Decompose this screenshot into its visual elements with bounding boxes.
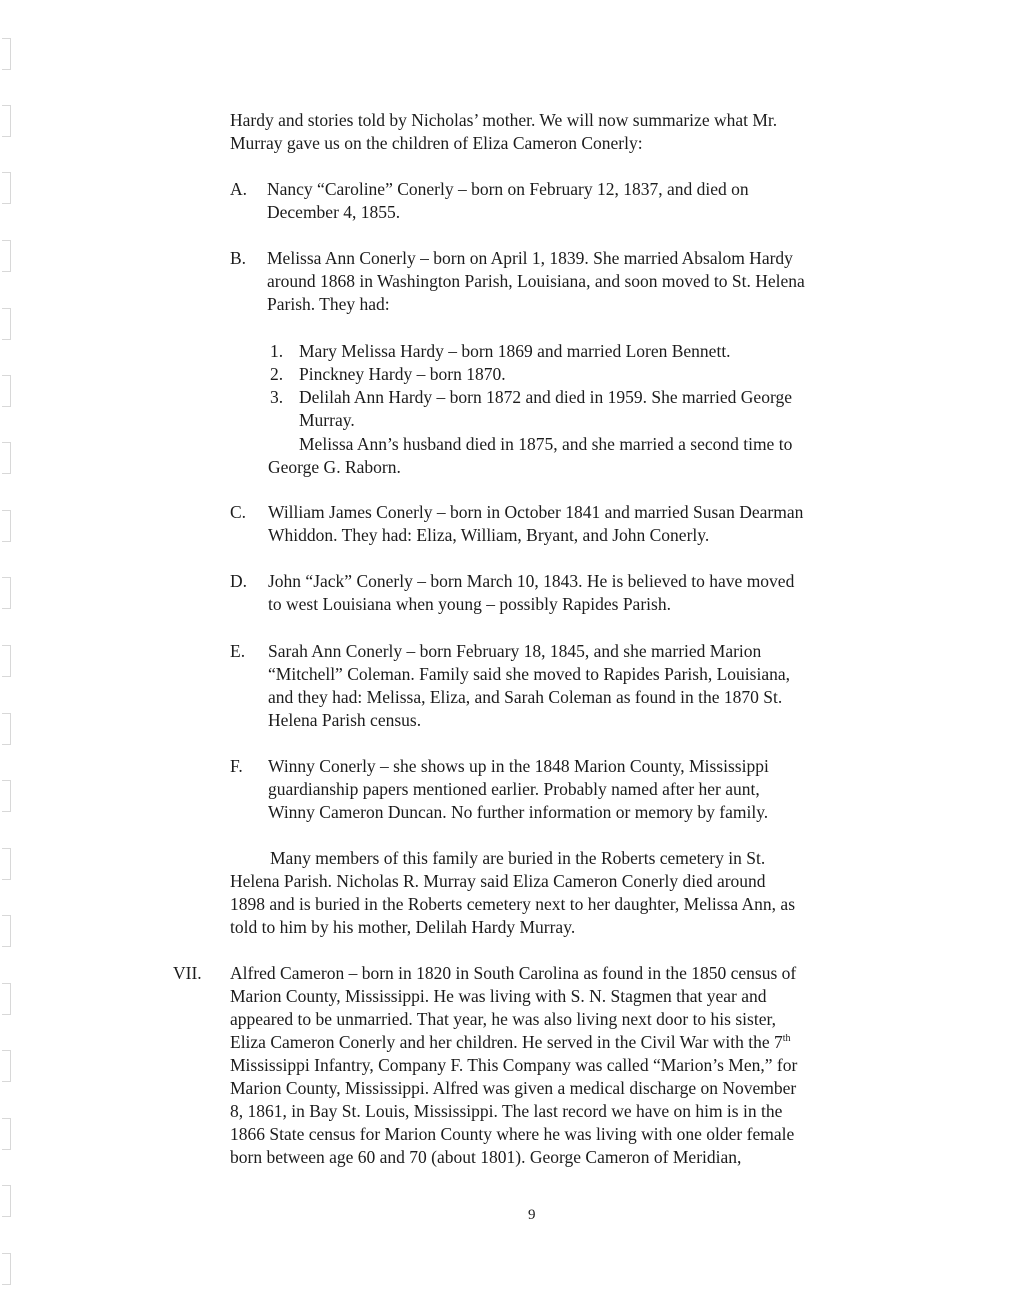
item-label: B. — [230, 248, 247, 268]
note-line: George G. Raborn. — [268, 457, 401, 477]
section-line: Marion County, Mississippi. Alfred was given a medical discharge on November — [230, 1078, 797, 1098]
item-line: Winny Conerly – she shows up in the 1848 Marion County, Mississippi — [268, 756, 769, 776]
section-label: VII. — [173, 963, 202, 983]
item-line: Helena Parish census. — [268, 710, 422, 730]
paragraph-line: Many members of this family are buried in the Roberts cemetery in St. — [270, 848, 766, 868]
subitem-label: 1. — [270, 341, 284, 361]
scan-edge-mark — [2, 172, 11, 204]
section-line: Alfred Cameron – born in 1820 in South Carolina as found in the 1850 census of — [230, 963, 797, 983]
scan-edge-mark — [2, 1118, 11, 1150]
subitem-line: Mary Melissa Hardy – born 1869 and married Loren Bennett. — [299, 341, 731, 361]
item-line: Winny Cameron Duncan. No further information or memory by family. — [268, 802, 769, 822]
item-line: “Mitchell” Coleman. Family said she moved to Rapides Parish, Louisiana, — [268, 664, 790, 684]
section-line: Eliza Cameron Conerly and her children. He served in the Civil War with the 7 — [230, 1032, 783, 1052]
scan-edge-mark — [2, 308, 11, 340]
scan-edge-mark — [2, 983, 11, 1015]
item-label: A. — [230, 179, 248, 199]
subitem-line: Murray. — [299, 410, 355, 430]
section-line: 1866 State census for Marion County where he was living with one older female — [230, 1124, 795, 1144]
scan-edge-mark — [2, 105, 11, 137]
scan-edge-mark — [2, 645, 11, 677]
subitem-label: 2. — [270, 364, 284, 384]
item-line: and they had: Melissa, Eliza, and Sarah Coleman as found in the 1870 St. — [268, 687, 783, 707]
item-line: around 1868 in Washington Parish, Louisiana, and soon moved to St. Helena — [267, 271, 805, 291]
item-line: John “Jack” Conerly – born March 10, 1843. He is believed to have moved — [268, 571, 795, 591]
section-line: born between age 60 and 70 (about 1801). George Cameron of Meridian, — [230, 1147, 742, 1167]
section-line: Marion County, Mississippi. He was living with S. N. Stagmen that year and — [230, 986, 767, 1006]
scan-edge-mark — [2, 1185, 11, 1217]
note-line: Melissa Ann’s husband died in 1875, and she married a second time to — [299, 434, 793, 454]
scan-edge-mark — [2, 1253, 11, 1285]
section-line: 8, 1861, in Bay St. Louis, Mississippi. The last record we have on him is in the — [230, 1101, 783, 1121]
item-line: Parish. They had: — [267, 294, 390, 314]
intro-line: Hardy and stories told by Nicholas’ mother. We will now summarize what Mr. — [230, 110, 778, 130]
scan-edge-mark — [2, 713, 11, 745]
subitem-line: Delilah Ann Hardy – born 1872 and died in 1959. She married George — [299, 387, 792, 407]
subitem-line: Pinckney Hardy – born 1870. — [299, 364, 506, 384]
scan-edge-mark — [2, 38, 11, 70]
item-line: Sarah Ann Conerly – born February 18, 1845, and she married Marion — [268, 641, 762, 661]
item-line: Melissa Ann Conerly – born on April 1, 1839. She married Absalom Hardy — [267, 248, 793, 268]
item-line: December 4, 1855. — [267, 202, 401, 222]
scan-edge-mark — [2, 1050, 11, 1082]
intro-line: Murray gave us on the children of Eliza Cameron Conerly: — [230, 133, 643, 153]
scan-edge-mark — [2, 577, 11, 609]
item-label: C. — [230, 502, 247, 522]
paragraph-line: 1898 and is buried in the Roberts cemetery next to her daughter, Melissa Ann, as — [230, 894, 795, 914]
scan-edge-mark — [2, 915, 11, 947]
item-line: Whiddon. They had: Eliza, William, Bryant, and John Conerly. — [268, 525, 710, 545]
ordinal-superscript: th — [782, 1033, 791, 1045]
paragraph-line: told to him by his mother, Delilah Hardy Murray. — [230, 917, 576, 937]
scan-edge-mark — [2, 848, 11, 880]
scan-edge-mark — [2, 780, 11, 812]
paragraph-line: Helena Parish. Nicholas R. Murray said Eliza Cameron Conerly died around — [230, 871, 766, 891]
section-line: appeared to be unmarried. That year, he was also living next door to his sister, — [230, 1009, 776, 1029]
scan-edge-mark — [2, 375, 11, 407]
item-line: to west Louisiana when young – possibly Rapides Parish. — [268, 594, 671, 614]
item-label: F. — [230, 756, 243, 776]
section-line-with-sup — [230, 1031, 791, 1054]
scan-edge-mark — [2, 240, 11, 272]
item-label: E. — [230, 641, 246, 661]
item-label: D. — [230, 571, 248, 591]
item-line: Nancy “Caroline” Conerly – born on February 12, 1837, and died on — [267, 179, 749, 199]
section-line: Mississippi Infantry, Company F. This Company was called “Marion’s Men,” for — [230, 1055, 798, 1075]
scan-edge-mark — [2, 510, 11, 542]
item-line: guardianship papers mentioned earlier. Probably named after her aunt, — [268, 779, 760, 799]
scan-edge-mark — [2, 442, 11, 474]
page-number: 9 — [528, 1207, 536, 1223]
subitem-label: 3. — [270, 387, 284, 407]
item-line: William James Conerly – born in October 1841 and married Susan Dearman — [268, 502, 804, 522]
